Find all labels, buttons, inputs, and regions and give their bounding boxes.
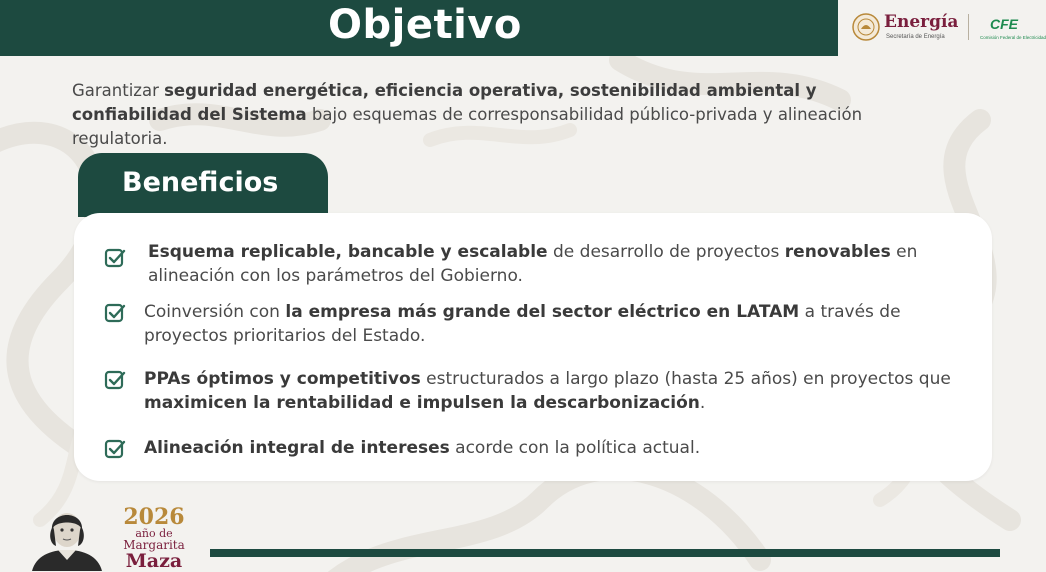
benefit-text: estructurados a largo plazo (hasta 25 años) en proyectos que: [420, 369, 951, 389]
brand-subtitle: Secretaría de Energía: [886, 34, 945, 40]
logo-group: [850, 10, 1046, 50]
benefit-bold: Esquema replicable, bancable y escalable: [148, 242, 548, 262]
logo-divider: [968, 14, 969, 40]
benefits-tab: [78, 153, 328, 217]
benefit-bold: renovables: [784, 242, 891, 262]
footer-rule: [210, 549, 1000, 557]
year-name-first: Margarita: [123, 538, 185, 552]
coat-of-arms-icon: [852, 13, 880, 41]
margarita-maza-portrait-icon: [28, 500, 106, 571]
benefit-item: [144, 300, 904, 348]
objective-text-part: Garantizar: [72, 81, 165, 100]
benefit-text: en alineación con los parámetros del Gobierno.: [148, 242, 918, 286]
year-emblem: [104, 506, 204, 571]
check-square-icon: [104, 438, 126, 460]
benefit-bold: PPAs óptimos y competitivos: [144, 369, 421, 389]
benefits-card: [74, 213, 992, 481]
cfe-logo: CFE: [990, 16, 1018, 32]
year-number: 2026: [123, 504, 185, 530]
benefit-text: acorde con la política actual.: [449, 438, 701, 458]
check-square-icon: [104, 247, 126, 269]
year-name-last: Maza: [125, 550, 183, 572]
objective-text: [72, 79, 932, 151]
objective-text-bold: seguridad energética, eficiencia operativa, sostenibilidad ambiental y confiabilidad del Sistema: [72, 81, 817, 124]
benefit-text: .: [699, 393, 706, 413]
benefit-bold: la empresa más grande del sector eléctrico en LATAM: [285, 302, 800, 322]
benefit-item: [148, 240, 948, 288]
benefit-bold: maximicen la rentabilidad e impulsen la descarbonización: [144, 393, 700, 413]
benefit-item: [144, 367, 964, 415]
benefit-bold: Alineación integral de intereses: [144, 438, 450, 458]
brand-name: Energía: [884, 12, 959, 32]
benefit-text: de desarrollo de proyectos: [547, 242, 785, 262]
check-square-icon: [104, 302, 126, 324]
year-subtitle: año de: [135, 527, 173, 540]
check-square-icon: [104, 369, 126, 391]
cfe-subtitle: Comisión Federal de Electricidad: [980, 35, 1046, 40]
benefit-item: [144, 436, 964, 460]
objective-text-part: bajo esquemas de corresponsabilidad público-privada y alineación regulatoria.: [72, 105, 863, 148]
benefit-text: a través de proyectos prioritarios del Estado.: [144, 302, 901, 346]
benefit-text: Coinversión con: [144, 302, 286, 322]
page-title: Objetivo: [328, 2, 522, 48]
title-bar: [0, 0, 838, 56]
benefits-tab-label: Beneficios: [122, 167, 279, 198]
